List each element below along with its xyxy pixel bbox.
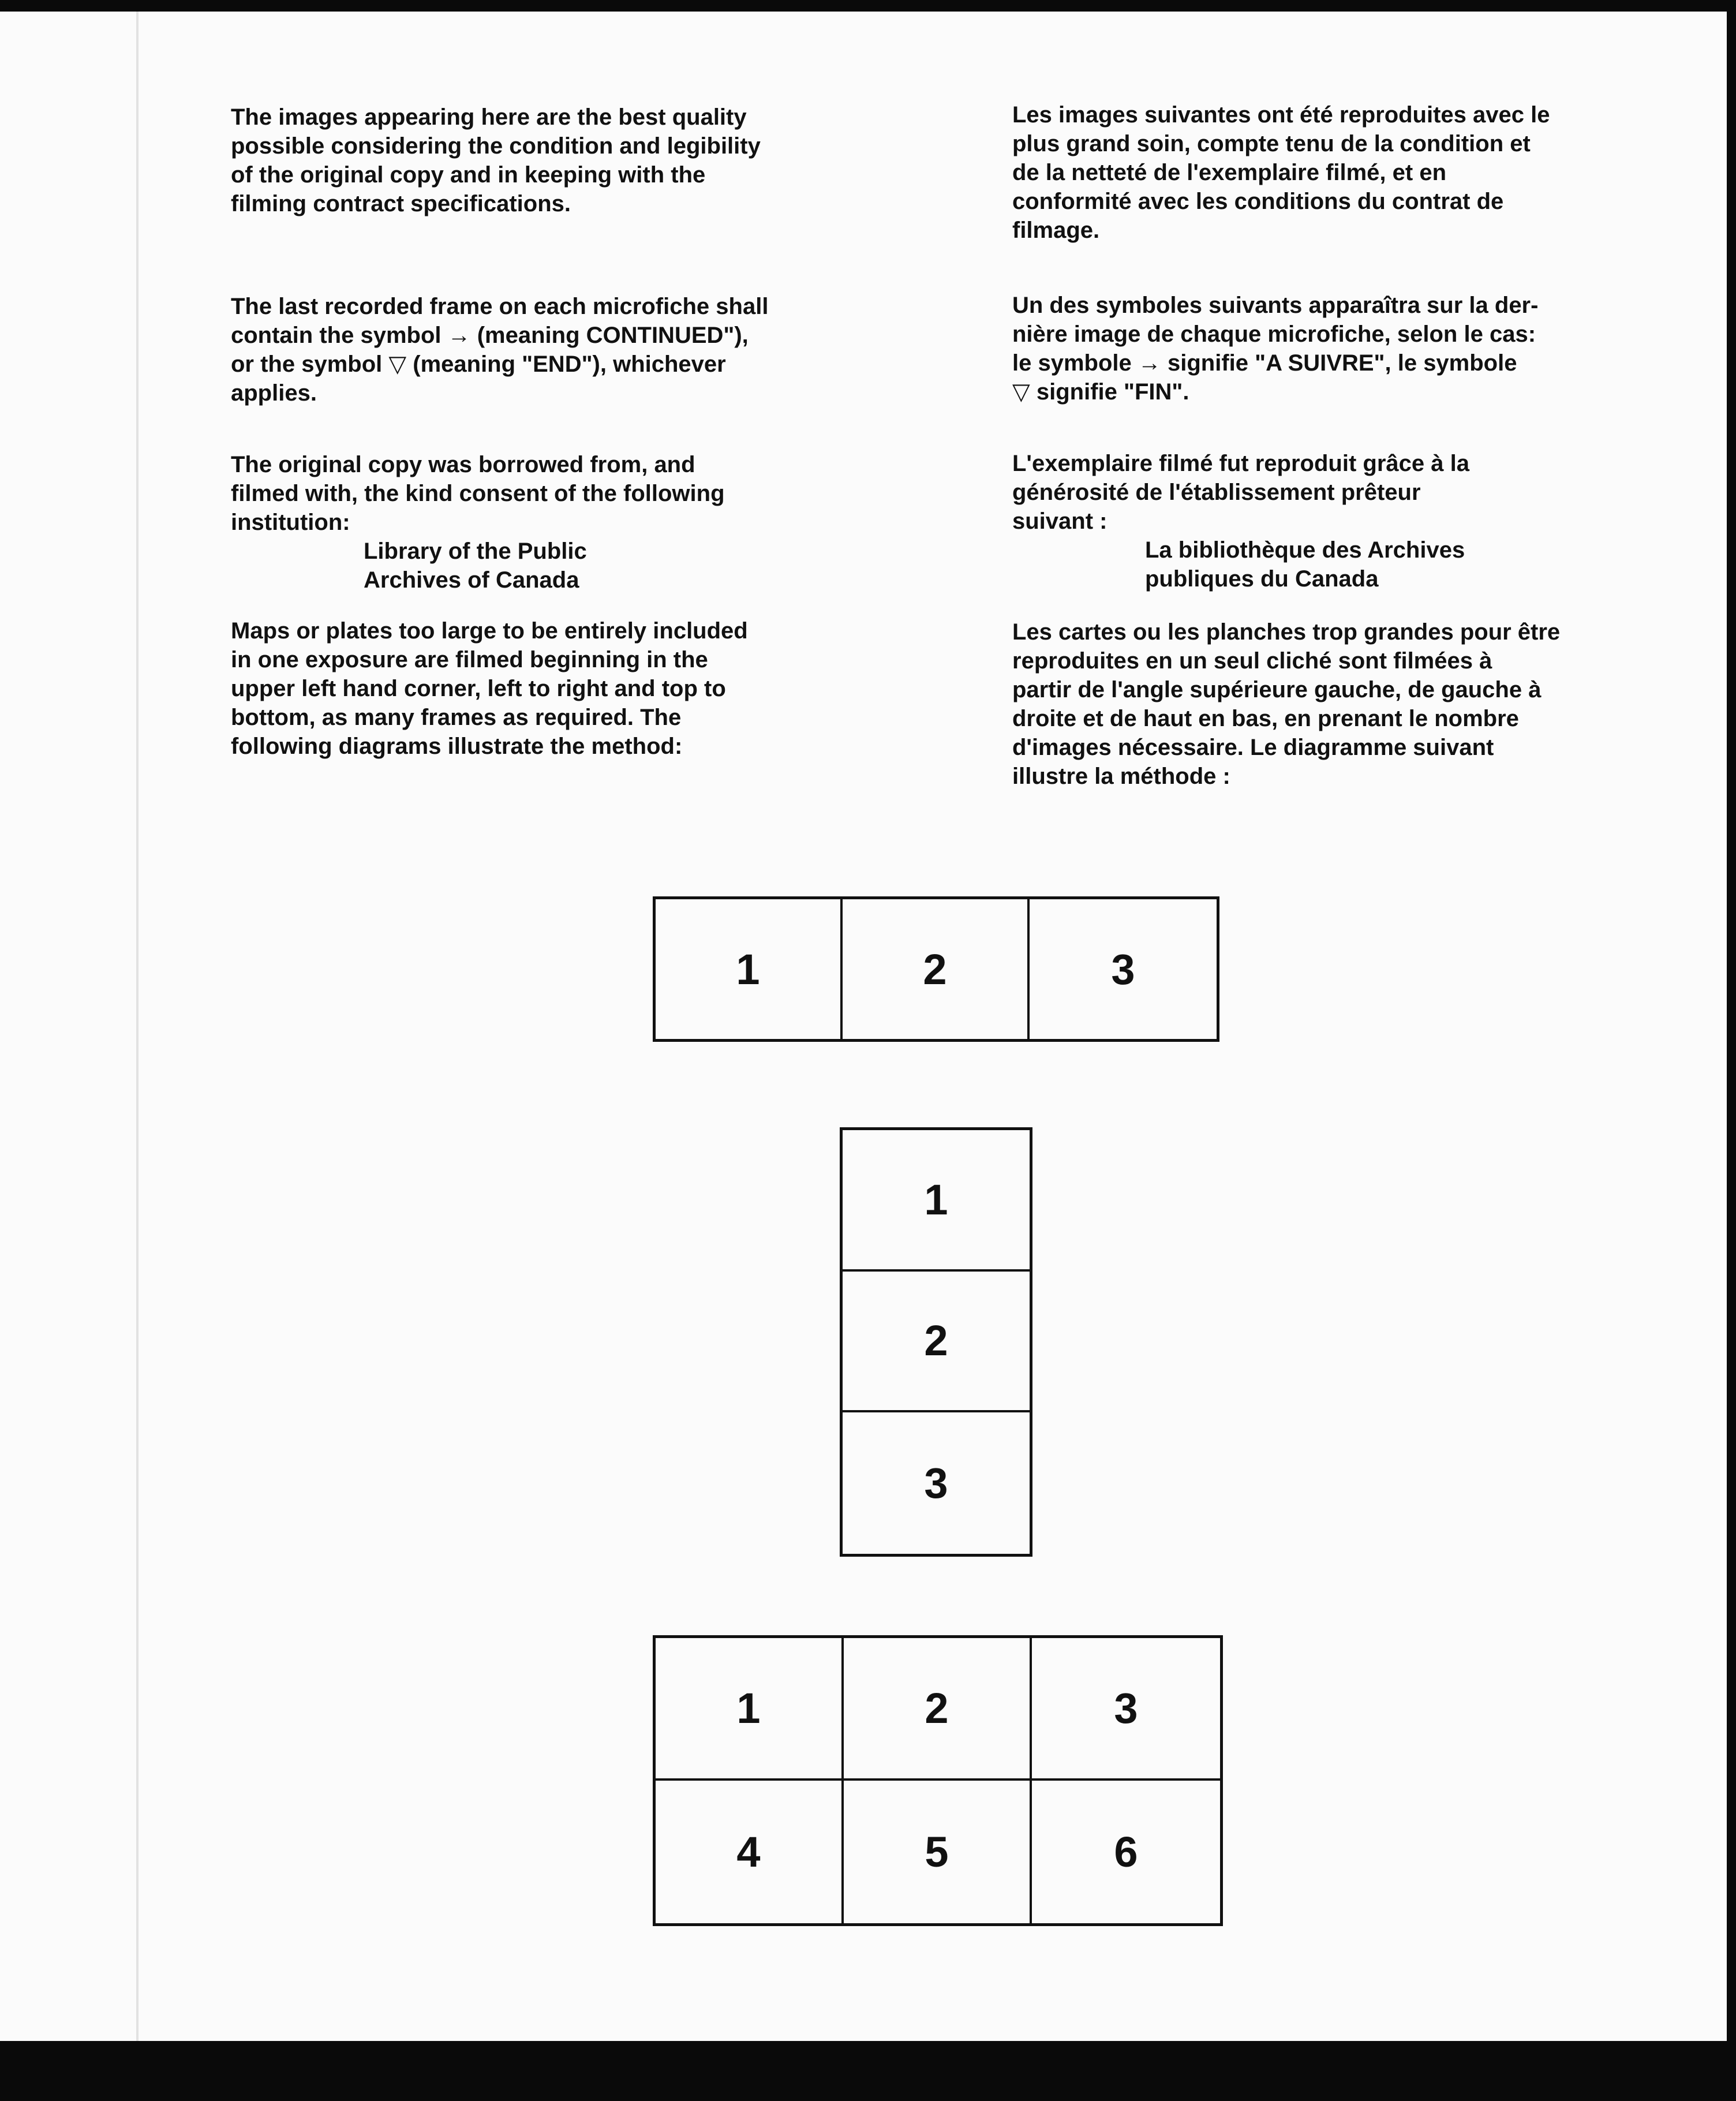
frame-cell: 2	[843, 899, 1030, 1039]
horizontal-frame-diagram	[653, 896, 1219, 1042]
text-line: contain the symbol → (meaning CONTINUED"),	[231, 323, 749, 348]
french-quality-paragraph	[1012, 100, 1560, 245]
french-source-paragraph	[1012, 449, 1560, 593]
frame-cell: 2	[844, 1638, 1032, 1781]
english-column	[231, 103, 768, 761]
text-line: suivant :	[1012, 509, 1108, 534]
text-line: applies.	[231, 380, 317, 406]
vertical-frame-diagram	[840, 1127, 1032, 1557]
text-line: ▽ signifie "FIN".	[1012, 379, 1189, 405]
text-line: filmed with, the kind consent of the following	[231, 481, 725, 506]
institution-name: Library of the Public	[364, 539, 587, 564]
text-line: L'exemplaire filmé fut reproduit grâce à la	[1012, 451, 1469, 476]
text-line: institution:	[231, 510, 350, 535]
french-maps-paragraph	[1012, 618, 1560, 791]
text-line: Les images suivantes ont été reproduites avec le	[1012, 102, 1550, 128]
text-line: Un des symboles suivants apparaîtra sur la der-	[1012, 293, 1539, 318]
text-line: The images appearing here are the best quality	[231, 104, 747, 130]
film-border-right	[1727, 0, 1736, 2101]
frame-cell: 4	[656, 1781, 844, 1923]
text-line: d'images nécessaire. Le diagramme suivant	[1012, 735, 1494, 760]
frame-cell: 5	[844, 1781, 1032, 1923]
text-line: reproduites en un seul cliché sont filmées à	[1012, 648, 1492, 674]
text-line: de la netteté de l'exemplaire filmé, et en	[1012, 160, 1447, 185]
text-line: bottom, as many frames as required. The	[231, 705, 682, 730]
grid-frame-diagram	[653, 1635, 1223, 1926]
page-edge-shadow	[136, 12, 139, 2041]
frame-cell: 3	[1111, 945, 1135, 993]
text-line: générosité de l'établissement prêteur	[1012, 480, 1421, 505]
english-source-paragraph	[231, 450, 768, 595]
frame-cell: 1	[843, 1130, 1030, 1272]
text-line: The last recorded frame on each microfiche shall	[231, 294, 769, 319]
text-line: droite et de haut en bas, en prenant le nombre	[1012, 706, 1519, 731]
frame-cell: 2	[843, 1272, 1030, 1413]
frame-cell: 6	[1114, 1828, 1138, 1876]
institution-name: publiques du Canada	[1145, 566, 1379, 592]
text-line: Maps or plates too large to be entirely included	[231, 618, 748, 644]
text-line: conformité avec les conditions du contrat de	[1012, 189, 1504, 214]
text-line: Les cartes ou les planches trop grandes pour être	[1012, 619, 1561, 645]
text-line: filmage.	[1012, 218, 1100, 243]
institution-name: Archives of Canada	[364, 567, 579, 593]
frame-cell: 3	[924, 1459, 948, 1508]
text-line: plus grand soin, compte tenu de la condition et	[1012, 131, 1531, 156]
frame-cell: 1	[656, 899, 843, 1039]
text-line: of the original copy and in keeping with the	[231, 162, 706, 188]
text-line: le symbole → signifie "A SUIVRE", le symbole	[1012, 350, 1517, 376]
text-line: following diagrams illustrate the method:	[231, 734, 683, 759]
frame-cell: 1	[656, 1638, 844, 1781]
text-line: or the symbol ▽ (meaning "END"), whichever	[231, 352, 726, 377]
film-border-bottom	[0, 2041, 1736, 2101]
institution-name: La bibliothèque des Archives	[1145, 537, 1465, 563]
text-line: in one exposure are filmed beginning in the	[231, 647, 708, 672]
text-line: The original copy was borrowed from, and	[231, 452, 695, 477]
text-line: nière image de chaque microfiche, selon le cas:	[1012, 321, 1536, 347]
frame-cell: 3	[1032, 1638, 1220, 1781]
text-line: upper left hand corner, left to right and top to	[231, 676, 726, 701]
text-line: partir de l'angle supérieure gauche, de gauche à	[1012, 677, 1542, 702]
text-line: filming contract specifications.	[231, 191, 571, 216]
english-maps-paragraph	[231, 616, 768, 761]
english-symbol-paragraph	[231, 292, 768, 408]
french-symbol-paragraph	[1012, 291, 1560, 406]
text-line: illustre la méthode :	[1012, 764, 1230, 789]
film-border-top	[0, 0, 1736, 12]
french-column	[1012, 100, 1560, 791]
english-quality-paragraph	[231, 103, 768, 218]
text-line: possible considering the condition and legibility	[231, 133, 761, 159]
